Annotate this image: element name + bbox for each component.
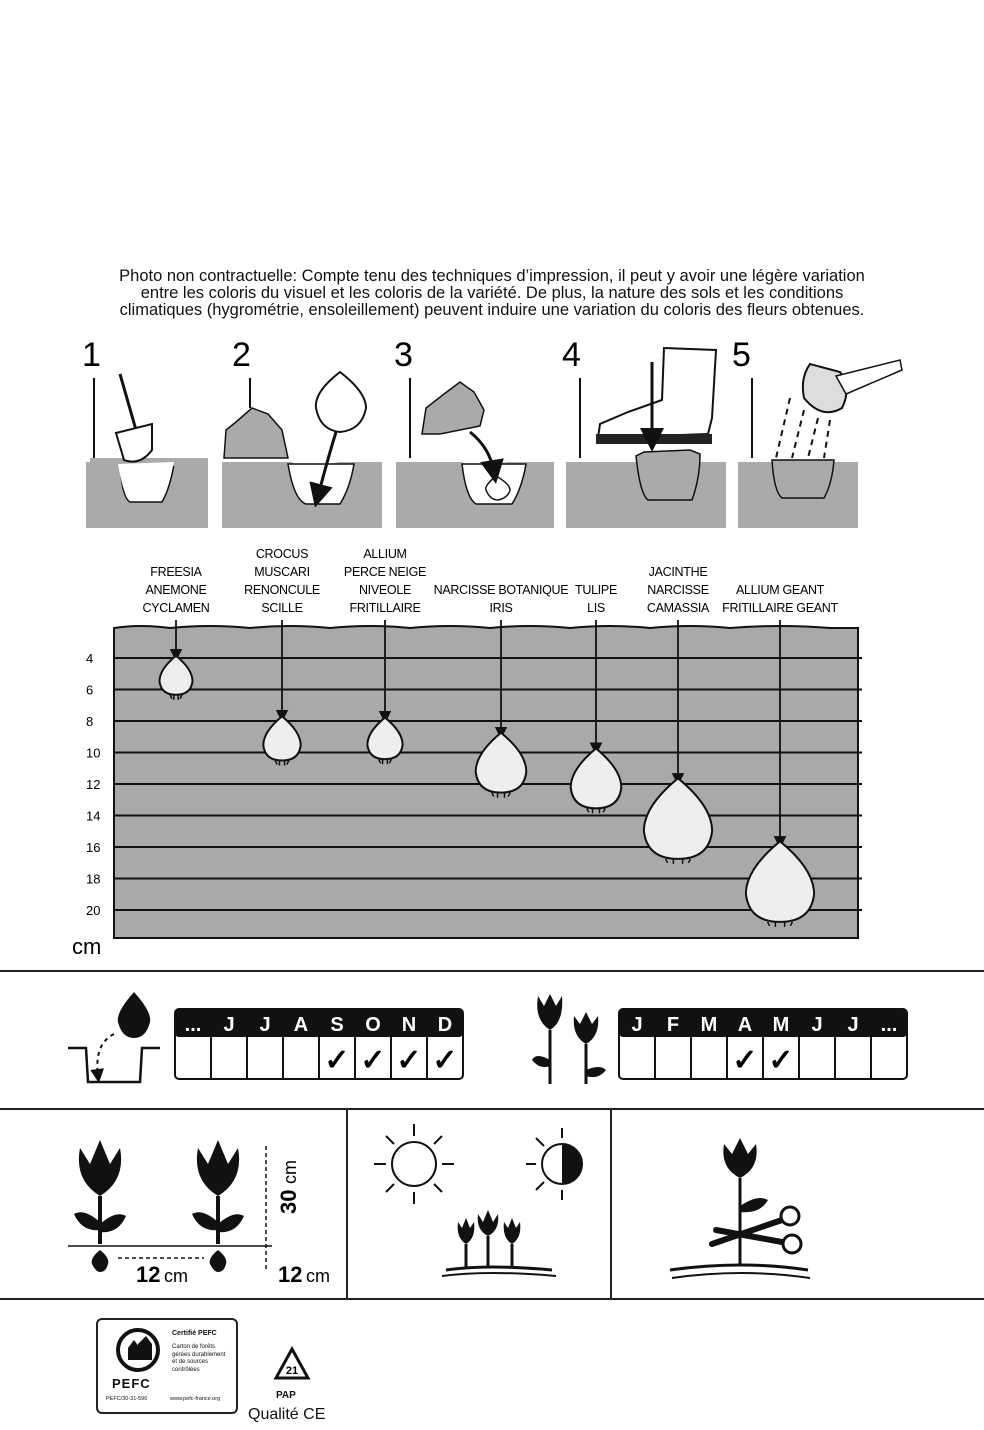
bulb-label: IRIS xyxy=(489,601,513,615)
depth-tick: 4 xyxy=(86,651,94,666)
bulb-label: ALLIUM xyxy=(363,547,407,561)
month-label: ... xyxy=(184,1014,202,1036)
depth-tick: 10 xyxy=(86,745,101,761)
step-4-press xyxy=(566,348,726,528)
depth-chart xyxy=(0,540,984,960)
bulb-label: MUSCARI xyxy=(254,565,310,579)
step-5-water xyxy=(738,360,902,528)
planting-steps xyxy=(0,338,984,528)
disclaimer-line: Photo non contractuelle: Compte tenu des techniques d’impression, il peut y avoir une légère variation xyxy=(119,267,865,285)
month-label: J xyxy=(223,1014,235,1036)
depth-tick: 6 xyxy=(86,682,94,698)
spacing-diagram xyxy=(0,1110,340,1300)
bulb-label: SCILLE xyxy=(261,601,303,615)
spacing-value: 12 xyxy=(136,1262,161,1287)
calendar-header xyxy=(175,1009,463,1037)
bulb-label: ALLIUM GEANT xyxy=(735,583,825,597)
depth-tick: 18 xyxy=(86,871,101,887)
height-value: 30 xyxy=(276,1189,301,1214)
bulb-label: LIS xyxy=(587,601,605,615)
bulb-label: NARCISSE BOTANIQUE xyxy=(433,583,569,597)
bulb-label: TULIPE xyxy=(575,583,617,597)
disclaimer-line: entre les coloris du visuel et les coloris de la variété. De plus, la nature des sols et les conditions xyxy=(140,284,844,302)
bulb-label: CYCLAMEN xyxy=(142,601,210,615)
unit-label: cm xyxy=(72,934,102,959)
bulb-label: NIVEOLE xyxy=(358,583,412,597)
bulb-label: NARCISSE xyxy=(647,583,709,597)
step-number: 3 xyxy=(394,338,413,374)
depth-tick: 12 xyxy=(86,777,101,792)
tulip-icon xyxy=(74,1140,126,1272)
check-mark: ✓ xyxy=(432,1044,458,1077)
depth-tick: 8 xyxy=(86,714,94,729)
check-mark: ✓ xyxy=(732,1044,758,1077)
month-label: N xyxy=(401,1014,417,1036)
month-label: J xyxy=(847,1014,859,1036)
month-label: M xyxy=(772,1014,790,1036)
disclaimer xyxy=(80,268,904,319)
divider xyxy=(0,1298,984,1300)
check-mark: ✓ xyxy=(396,1044,422,1077)
pefc-code: PEFC/30-31-596 xyxy=(106,1396,148,1402)
bulb-label: FREESIA xyxy=(150,565,202,579)
bulb-label: FRITILLAIRE xyxy=(349,601,421,615)
check-mark: ✓ xyxy=(324,1044,350,1077)
recycle-number: 21 xyxy=(285,1365,299,1377)
pefc-text: Carton de forêts gérées durablement et de sources contrôlées xyxy=(172,1344,226,1373)
tulip-icon xyxy=(192,1140,244,1272)
month-label: F xyxy=(666,1014,680,1036)
month-label: J xyxy=(631,1014,643,1036)
pefc-logo-icon xyxy=(108,1326,168,1378)
step-number: 2 xyxy=(232,338,251,374)
step-3-cover xyxy=(396,378,554,528)
divider xyxy=(0,970,984,972)
cut-flower-scissors-icon xyxy=(612,1110,872,1300)
recycle-code: PAP xyxy=(276,1390,296,1401)
step-1-dig xyxy=(86,374,208,528)
flowering-icon xyxy=(528,990,618,1090)
bulb-label: CROCUS xyxy=(255,547,309,561)
exposure-panel xyxy=(348,1110,610,1300)
spacing-unit: cm xyxy=(164,1266,188,1286)
pefc-title: Certifié PEFC xyxy=(172,1330,217,1337)
step-number: 5 xyxy=(732,338,751,374)
check-mark: ✓ xyxy=(768,1044,794,1077)
bulb-label: ANEMONE xyxy=(145,583,207,597)
bulb-label: FRITILLAIRE GEANT xyxy=(722,601,838,615)
quality-label: Qualité CE xyxy=(248,1406,326,1423)
flowering-calendar xyxy=(618,1008,908,1080)
month-label: M xyxy=(700,1014,718,1036)
pefc-label xyxy=(96,1318,238,1414)
month-label: ... xyxy=(880,1014,898,1036)
step-number: 1 xyxy=(82,338,101,374)
month-label: S xyxy=(330,1014,344,1036)
month-label: A xyxy=(737,1014,753,1036)
bulb-label: CAMASSIA xyxy=(646,601,710,615)
recycle-icon xyxy=(270,1346,314,1386)
depth-unit: cm xyxy=(306,1266,330,1286)
half-shade-icon xyxy=(526,1128,582,1200)
bulb-label: RENONCULE xyxy=(244,583,320,597)
month-label: A xyxy=(293,1014,309,1036)
month-label: D xyxy=(437,1014,453,1036)
depth-tick: 14 xyxy=(86,808,101,824)
full-sun-icon xyxy=(374,1124,454,1204)
pefc-url: www.pefc-france.org xyxy=(170,1396,221,1402)
calendar-header xyxy=(619,1009,907,1037)
depth-tick: 16 xyxy=(86,840,101,855)
month-label: O xyxy=(365,1014,381,1036)
depth-value: 12 xyxy=(278,1262,303,1287)
depth-tick: 20 xyxy=(86,903,101,918)
planting-icon xyxy=(64,988,174,1088)
planting-calendar xyxy=(174,1008,464,1080)
tulip-group-icon xyxy=(442,1210,556,1276)
pefc-name: PEFC xyxy=(112,1376,151,1391)
month-label: J xyxy=(259,1014,271,1036)
month-label: J xyxy=(811,1014,823,1036)
step-number: 4 xyxy=(562,338,581,374)
height-unit: cm xyxy=(280,1160,300,1184)
check-mark: ✓ xyxy=(360,1044,386,1077)
step-2-place-bulb xyxy=(222,372,382,528)
disclaimer-line: climatiques (hygrométrie, ensoleillement) peuvent induire une variation du coloris des fleurs obtenues. xyxy=(119,301,865,319)
bulb-label: PERCE NEIGE xyxy=(343,565,427,579)
bulb-label: JACINTHE xyxy=(648,565,708,579)
